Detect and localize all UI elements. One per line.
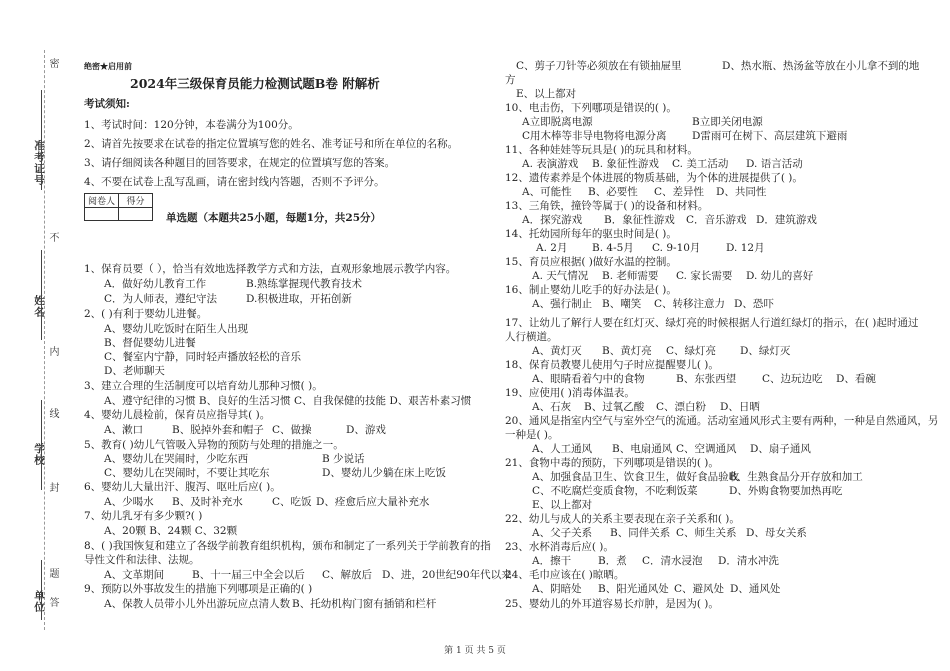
answer-option: A．擦干 [532,555,572,567]
answer-option: E、以上都对 [532,499,593,511]
answer-option: A、可能性 [522,186,572,198]
answer-option: B. 象征性游戏 [592,158,659,170]
answer-option: A、石灰 [532,401,572,413]
unit-label: 单位 [33,590,45,613]
answer-option: C、差异性 [654,186,705,198]
question-line: 23、水杯消毒后应( )。 [505,541,614,553]
answer-option: C、师生关系 [676,527,737,539]
answer-option: C、做操 [272,424,312,436]
answer-option: D、痊愈后应大量补充水 [316,496,430,508]
answer-option: A、婴幼儿吃饭时在陌生人出现 [104,323,249,335]
answer-option: A、遵守纪律的习惯 B、良好的生活习惯 C、自我保健的技能 D、艰苦朴素习惯 [104,395,472,407]
answer-option: B、及时补充水 [172,496,243,508]
answer-option: A、阴暗处 [532,583,582,595]
answer-option: B、脱掉外套和帽子 [172,424,264,436]
answer-option: D、游戏 [346,424,386,436]
answer-option: C、边玩边吃 [762,373,823,385]
answer-option: A、加强食品卫生、饮食卫生，做好食品验收 [532,471,740,483]
answer-option: C用木棒等非导电物将电源分离 [522,130,667,142]
name-label: 姓名 [33,295,45,318]
question-line: 一种是( )。 [505,429,559,441]
seal-char-2: 不 [47,232,58,243]
answer-option: D、通风处 [730,583,781,595]
answer-option: A、人工通风 [532,443,593,455]
answer-option: D．建筑游戏 [756,214,817,226]
answer-option: C、不吃腐烂变质食物，不吃剩饭菜 [532,485,698,497]
question-line: 人行横道。 [505,331,558,343]
answer-option: A、保教人员带小儿外出游玩应点清人数 [104,598,291,610]
grader-header: 阅卷人 [85,194,119,208]
question-line: 19、应使用( )消毒体温表。 [505,387,635,399]
answer-option: B 少说话 [322,453,365,465]
answer-option: B.熟练掌握现代教育技术 [246,278,363,290]
answer-option: B、生熟食品分开存放和加工 [729,471,863,483]
answer-option: D.积极进取，开拓创新 [246,293,352,305]
question-line: 3、建立合理的生活制度可以培育幼儿那种习惯( )。 [84,380,323,392]
score-cell[interactable] [119,208,153,221]
seal-char-1: 密 [47,58,58,69]
secret-mark: 绝密★启用前 [84,61,132,71]
answer-option: D雷雨可在树下、高层建筑下避雨 [692,130,848,142]
answer-option: A. 表演游戏 [522,158,579,170]
answer-option: D、外购食物要加热再吃 [729,485,843,497]
answer-option: B、东张西望 [676,373,737,385]
question-line: 7、幼儿乳牙有多少颗?( ) [84,510,203,522]
question-line: 12、遗传素养是个体进展的物质基础，为个体的进展提供了( )。 [505,172,803,184]
answer-option: D．清水冲洗 [718,555,779,567]
answer-option: A、父子关系 [532,527,593,539]
answer-option: B、嘲笑 [602,298,642,310]
answer-option: D、日晒 [720,401,760,413]
question-line: 2、( )有利于婴幼儿进餐。 [84,308,208,320]
answer-option: B、托幼机构门窗有插销和栏杆 [292,598,437,610]
question-line: 22、幼儿与成人的关系主要表现在亲子关系和( )。 [505,513,740,525]
question-line: 16、制止婴幼儿吃手的好办法是( )。 [505,284,677,296]
answer-option: E、以上都对 [516,88,577,100]
notice-heading: 考试须知: [84,98,130,110]
notice-item: 2、请首先按要求在试卷的指定位置填写您的姓名、准考证号和所在单位的名称。 [84,138,459,150]
answer-option: C、解放后 [322,569,373,581]
answer-option: B. 老师需要 [602,270,659,282]
answer-option: A、漱口 [104,424,144,436]
answer-option: D、绿灯灭 [740,345,791,357]
answer-option: A、黄灯灭 [532,345,582,357]
exam-number-field[interactable] [41,90,42,190]
seal-char-3: 内 [47,346,58,357]
answer-option: C、吃饭 [272,496,312,508]
answer-option: C、餐室内宁静，同时轻声播放轻松的音乐 [104,351,302,363]
answer-option: D. 12月 [726,242,765,254]
answer-option: C、绿灯亮 [666,345,717,357]
question-line: 11、各种娃娃等玩具是( )的玩具和材料。 [505,144,698,156]
answer-option: B、同伴关系 [610,527,671,539]
answer-option: B、督促婴幼儿进餐 [104,337,196,349]
seal-char-4: 线 [47,408,58,419]
answer-option: C、剪子刀针等必须放在有锁抽屉里 [516,60,682,72]
score-header: 得分 [119,194,153,208]
exam-title: 2024年三级保育员能力检测试题B卷 附解析 [130,76,380,91]
question-line: 10、电击伤，下列哪项是错误的( )。 [505,102,677,114]
question-line: 4、婴幼儿晨检前，保育员应指导其( )。 [84,409,271,421]
seal-char-7: 答 [47,597,58,608]
answer-option: A、眼睛看着勺中的食物 [532,373,645,385]
question-line: 8、( )我国恢复和建立了各级学前教育组织机构，颁布和制定了一系列关于学前教育的指 [84,540,491,552]
question-line: 14、托幼园所每年的驱虫时间是( )。 [505,228,677,240]
answer-option: D、婴幼儿少躺在床上吃饭 [322,467,446,479]
question-line: 9、预防以外事故发生的措施下列哪项是正确的( ) [84,583,313,595]
notice-item: 1、考试时间：120分钟，本卷满分为100分。 [84,119,299,131]
name-field[interactable] [41,250,42,340]
question-line: 21、食物中毒的预防，下列哪项是错误的( )。 [505,457,719,469]
section-title: 单选题（本题共25小题，每题1分，共25分） [166,212,382,224]
question-line: 5、教育( )幼儿气管吸入异物的预防与处理的措施之一。 [84,439,344,451]
answer-option: A、强行制止 [532,298,593,310]
answer-option: B、电扇通风 [612,443,673,455]
answer-option: D、恐吓 [734,298,774,310]
answer-option: C、避风处 [674,583,725,595]
question-line: 25、婴幼儿的外耳道容易长疖肿，是因为( )。 [505,598,719,610]
answer-option: C、婴幼儿在哭闹时，不要让其吃东 [104,467,270,479]
answer-option: B、十一届三中全会以后 [192,569,305,581]
answer-option: C. 家长需要 [676,270,733,282]
answer-option: C．清水浸泡 [642,555,703,567]
answer-option: 方 [505,74,516,86]
answer-option: D、扇子通风 [750,443,811,455]
school-label: 学校 [33,443,45,466]
answer-option: D、共同性 [716,186,767,198]
answer-option: A．做好幼儿教育工作 [104,278,207,290]
question-line: 6、婴幼儿大量出汗、腹泻、呕吐后应( )。 [84,481,281,493]
question-line: 13、三角铁，撞铃等属于( )的设备和材料。 [505,200,709,212]
answer-option: A. 2月 [536,242,568,254]
answer-option: A、文革期间 [104,569,165,581]
answer-option: A．探究游戏 [522,214,583,226]
binding-dashed-line [44,50,45,630]
answer-option: A. 天气情况 [532,270,589,282]
answer-option: A、20颗 B、24颗 C、32颗 [104,525,238,537]
answer-option: B、过氧乙酸 [584,401,645,413]
answer-option: D、进，20世纪90年代以来 [382,569,512,581]
answer-option: C．为人师表，遵纪守法 [104,293,218,305]
unit-field[interactable] [41,560,42,620]
answer-option: B、阳光通风处 [598,583,669,595]
answer-option: B、必要性 [588,186,638,198]
answer-option: D. 幼儿的喜好 [746,270,814,282]
question-line: 1、保育员要（ ），恰当有效地选择教学方式和方法，直观形象地展示教学内容。 [84,263,457,275]
answer-option: B. 4-5月 [592,242,634,254]
seal-char-6: 题 [47,568,58,579]
question-line: 20、通风是指室内空气与室外空气的流通。活动室通风形式主要有两种，一种是自然通风，另 [505,415,939,427]
answer-option: C. 9-10月 [652,242,701,254]
answer-option: B．煮 [598,555,627,567]
answer-option: D. 语言活动 [746,158,803,170]
question-line: 17、让幼儿了解行人要在红灯灭、绿灯亮的时候根据人行道红绿灯的指示，在( )起时通过 [505,317,919,329]
answer-option: D、看碗 [836,373,876,385]
page-number: 第 1 页 共 5 页 [444,646,506,656]
answer-option: C、转移注意力 [654,298,726,310]
answer-option: C. 美工活动 [672,158,729,170]
answer-option: A、少喝水 [104,496,154,508]
question-line: 24、毛巾应该在( )晾晒。 [505,569,625,581]
answer-option: B．象征性游戏 [604,214,675,226]
answer-option: D、母女关系 [746,527,807,539]
question-line: 15、育员应根据( )做好水温的控制。 [505,256,677,268]
question-line: 18、保育员教婴儿使用勺子时应提醒婴儿( )。 [505,359,719,371]
answer-option: C、漂白粉 [656,401,707,413]
answer-option: A、婴幼儿在哭闹时，少吃东西 [104,453,249,465]
answer-option: C．音乐游戏 [686,214,747,226]
grader-cell[interactable] [85,208,119,221]
seal-char-5: 封 [47,482,58,493]
school-field[interactable] [41,400,42,490]
score-table [84,193,153,221]
answer-option: A立即脱离电源 [522,116,593,128]
answer-option: B、黄灯亮 [602,345,652,357]
answer-option: D、热水瓶、热汤盆等放在小儿拿不到的地 [722,60,920,72]
answer-option: D、老师聊天 [104,365,165,377]
answer-option: C、空调通风 [676,443,737,455]
notice-item: 4、不要在试卷上乱写乱画，请在密封线内答题，否则不予评分。 [84,176,385,188]
answer-option: B立即关闭电源 [692,116,763,128]
notice-item: 3、请仔细阅读各种题目的回答要求，在规定的位置填写您的答案。 [84,157,396,169]
exam-number-label: 准考证号 [33,140,45,186]
question-line: 导性文件和法律、法规。 [84,554,200,566]
